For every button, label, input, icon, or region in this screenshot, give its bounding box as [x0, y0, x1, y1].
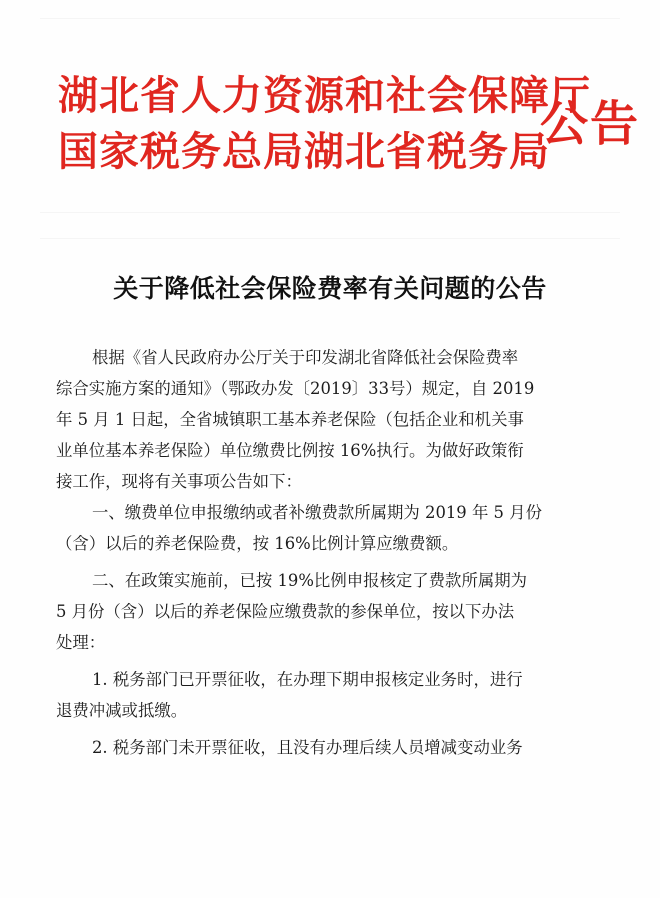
issuer-line-hrss: 湖北省人力资源和社会保障厅: [58, 73, 591, 119]
document-body: [56, 342, 612, 763]
issuer-line-tax: 国家税务总局湖北省税务局: [58, 129, 550, 175]
body-line: 年 5 月 1 日起，全省城镇职工基本养老保险（包括企业和机关事: [56, 410, 524, 429]
body-line: 业单位基本养老保险）单位缴费比例按 16%执行。为做好政策衔: [56, 441, 524, 460]
body-line: 一、缴费单位申报缴纳或者补缴费款所属期为 2019 年 5 月份: [92, 503, 542, 522]
body-line: 接工作，现将有关事项公告如下：: [56, 472, 302, 491]
body-line: 5 月份（含）以后的养老保险应缴费款的参保单位，按以下办法: [56, 602, 515, 621]
paragraph-subitem-1: [56, 664, 612, 726]
paragraph-item-2: [56, 565, 612, 658]
document-title: 关于降低社会保险费率有关问题的公告: [113, 274, 547, 303]
body-line: 处理：: [56, 633, 106, 652]
body-line: 2. 税务部门未开票征收，且没有办理后续人员增减变动业务: [92, 738, 523, 757]
body-line: 1. 税务部门已开票征收，在办理下期申报核定业务时，进行: [92, 670, 523, 689]
body-line: 综合实施方案的通知》（鄂政办发〔2019〕33号）规定，自 2019: [56, 379, 535, 398]
bleed-line: [40, 238, 620, 239]
body-line: 退费冲减或抵缴。: [56, 701, 188, 720]
notice-word: 公告: [540, 96, 641, 152]
bleed-line: [40, 212, 620, 213]
body-line: （含）以后的养老保险费，按 16%比例计算应缴费额。: [56, 534, 459, 553]
body-line: 二、在政策实施前，已按 19%比例申报核定了费款所属期为: [92, 571, 528, 590]
paragraph-subitem-2: [56, 732, 612, 763]
issuer-header: [58, 70, 641, 190]
paragraph-intro: [56, 342, 612, 497]
body-line: 根据《省人民政府办公厅关于印发湖北省降低社会保险费率: [92, 348, 519, 367]
bleed-line: [40, 18, 620, 19]
paragraph-item-1: [56, 497, 612, 559]
